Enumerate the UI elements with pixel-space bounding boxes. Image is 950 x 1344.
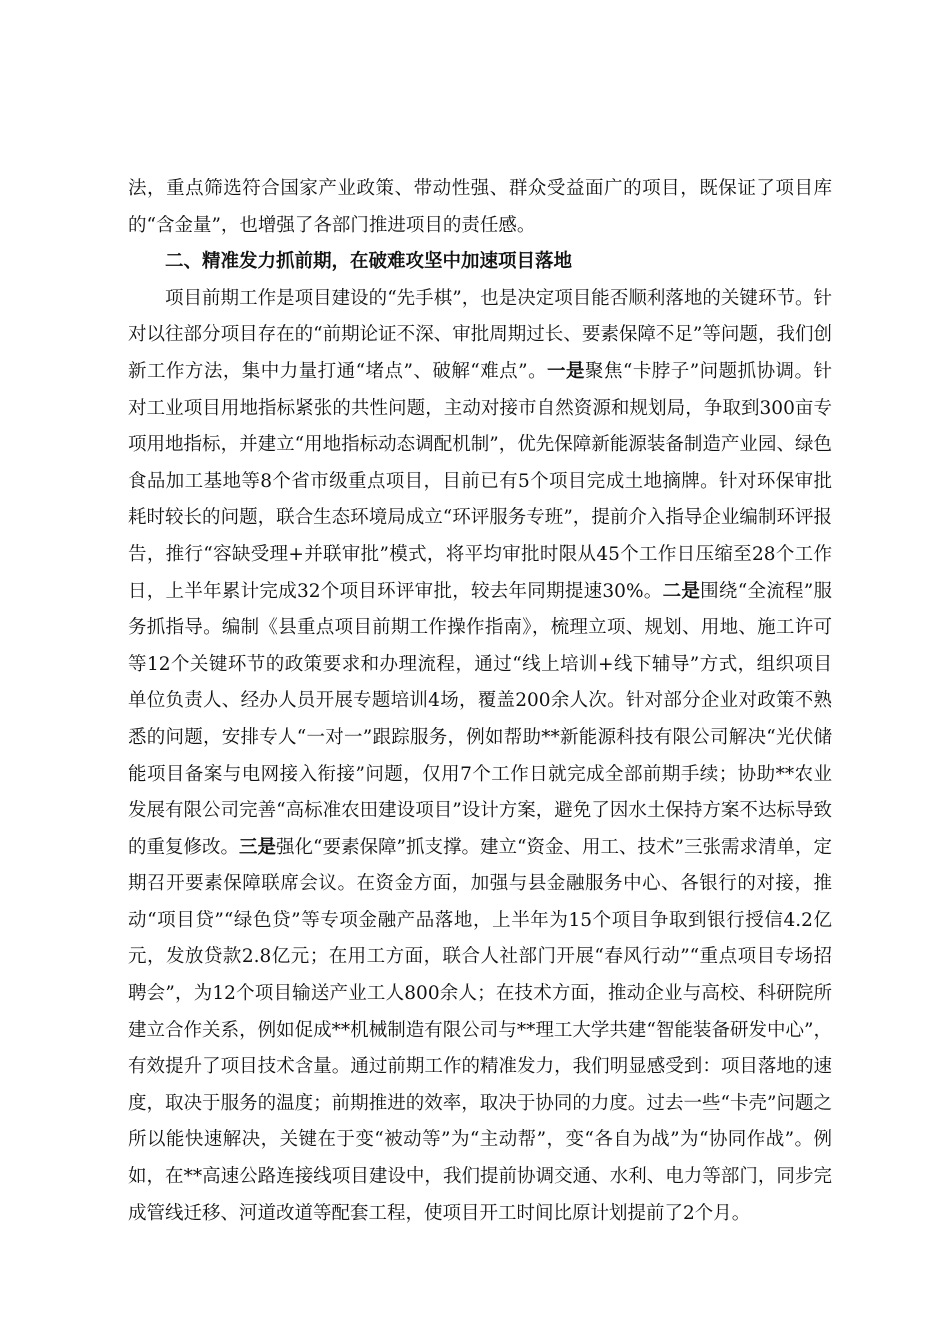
point-two-text: 围绕“全流程”服务抓指导。编制《县重点项目前期工作操作指南》，梳理立项、规划、用地、施工许可等12个关键环节的政策要求和办理流程，通过“线上培训+线下辅导”方式，组织项目单位负责人、经办人员开展专题培训4场，覆盖200余人次。针对部分企业对政策不熟悉的问题，安排专人“一对一”跟踪服务，例如帮助**新能源科技有限公司解决“光伏储能项目备案与电网接入衔接”问题，仅用7个工作日就完成全部前期手续；协助**农业发展有限公司完善“高标准农田建设项目”设计方案，避免了因水土保持方案不达标导致的重复修改。: [128, 580, 832, 858]
main-paragraph: [128, 281, 832, 1232]
document-body: [128, 171, 832, 1232]
point-three-text: 强化“要素保障”抓支撑。建立“资金、用工、技术”三张需求清单，定期召开要素保障联席会议。在资金方面，加强与县金融服务中心、各银行的对接，推动“项目贷”“绿色贷”等专项金融产品落地，上半年为15个项目争取到银行授信4.2亿元，发放贷款2.8亿元；在用工方面，联合人社部门开展“春风行动”“重点项目专场招聘会”，为12个项目输送产业工人800余人；在技术方面，推动企业与高校、科研院所建立合作关系，例如促成**机械制造有限公司与**理工大学共建“智能装备研发中心”，有效提升了项目技术含量。通过前期工作的精准发力，我们明显感受到：项目落地的速度，取决于服务的温度；前期推进的效率，取决于协同的力度。过去一些“卡壳”问题之所以能快速解决，关键在于变“被动等”为“主动帮”，变“各自为战”为“协同作战”。例如，在**高速公路连接线项目建设中，我们提前协调交通、水利、电力等部门，同步完成管线迁移、河道改道等配套工程，使项目开工时间比原计划提前了2个月。: [128, 836, 832, 1224]
section-heading: 二、精准发力抓前期，在破难攻坚中加速项目落地: [165, 251, 573, 273]
paragraph-intro: 项目前期工作是项目建设的“先手棋”，也是决定项目能否顺利落地的关键环节。针对以往部分项目存在的“前期论证不深、审批周期过长、要素保障不足”等问题，我们创新工作方法，集中力量打通“堵点”、破解“难点”。: [128, 287, 832, 382]
point-three-label: 三是: [239, 836, 277, 858]
point-one-label: 一是: [547, 360, 585, 382]
point-two-label: 二是: [662, 580, 701, 602]
continued-paragraph: 法，重点筛选符合国家产业政策、带动性强、群众受益面广的项目，既保证了项目库的“含金量”，也增强了各部门推进项目的责任感。: [128, 178, 832, 236]
point-one-text: 聚焦“卡脖子”问题抓协调。针对工业项目用地指标紧张的共性问题，主动对接市自然资源和规划局，争取到300亩专项用地指标，并建立“用地指标动态调配机制”，优先保障新能源装备制造产业园、绿色食品加工基地等8个省市级重点项目，目前已有5个项目完成土地摘牌。针对环保审批耗时较长的问题，联合生态环境局成立“环评服务专班”，提前介入指导企业编制环评报告，推行“容缺受理+并联审批”模式，将平均审批时限从45个工作日压缩至28个工作日，上半年累计完成32个项目环评审批，较去年同期提速30%。: [128, 360, 832, 602]
